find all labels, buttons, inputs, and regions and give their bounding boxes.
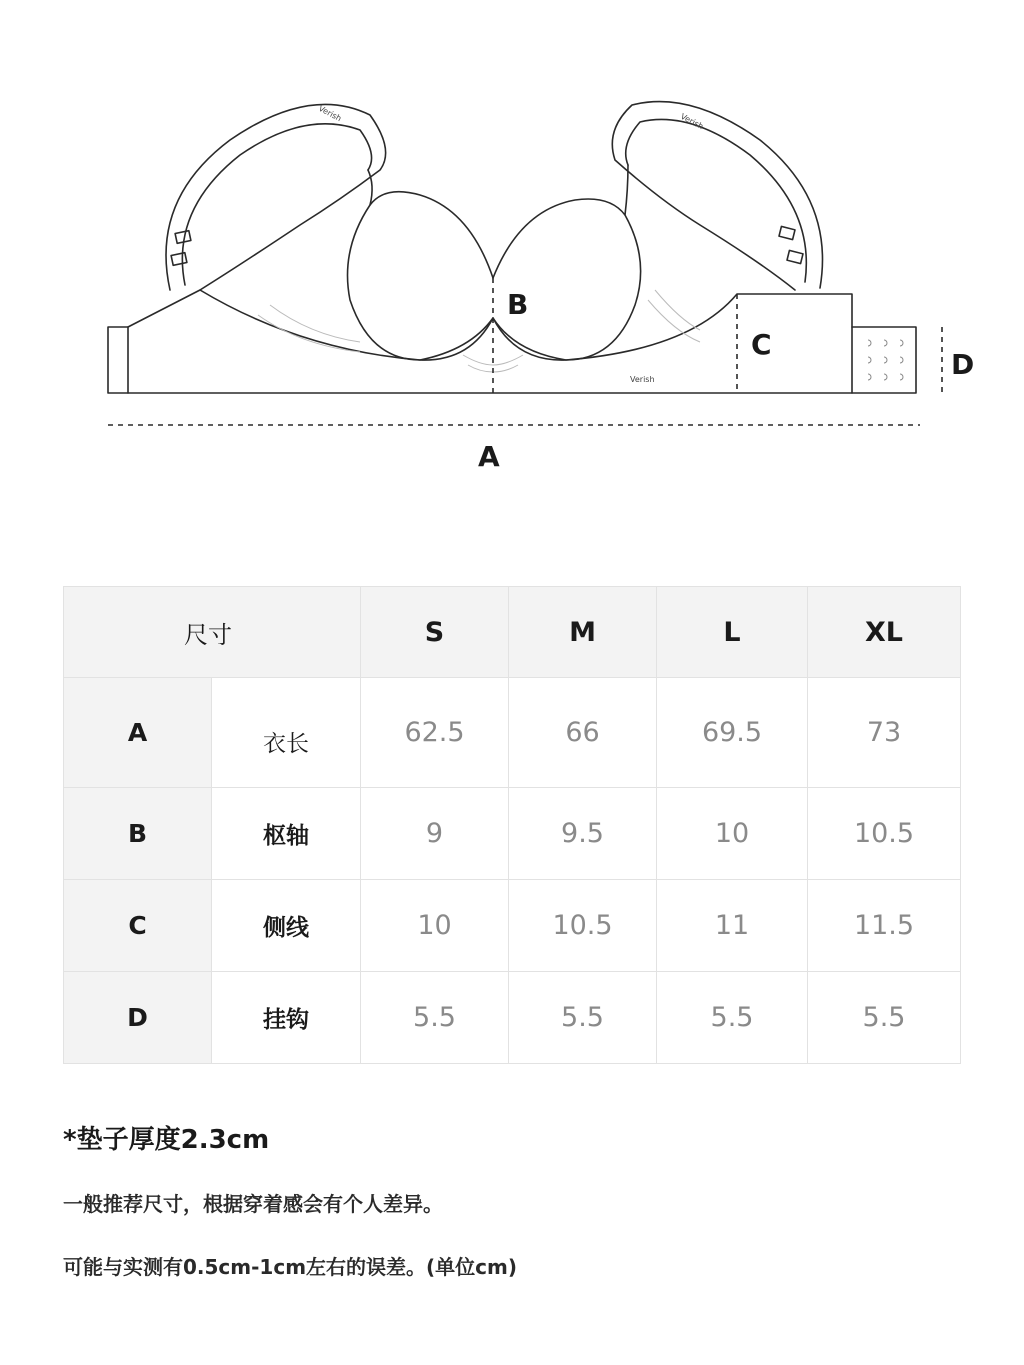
- cell-value: 9.5: [509, 788, 657, 880]
- cell-value: 10: [657, 788, 808, 880]
- row-letter: A: [64, 678, 212, 788]
- cell-value: 5.5: [657, 972, 808, 1064]
- tolerance-note: 可能与实测有0.5cm-1cm左右的误差。(单位cm): [63, 1255, 518, 1279]
- recommendation-note: 一般推荐尺寸，根据穿着感会有个人差异。: [63, 1192, 443, 1216]
- cell-value: 5.5: [361, 972, 509, 1064]
- table-header-row: [64, 587, 961, 678]
- size-table: [63, 586, 961, 1064]
- header-size-s: S: [361, 587, 509, 678]
- label-d: D: [951, 348, 975, 381]
- brand-mark: Verish: [630, 375, 655, 384]
- header-size-m: M: [509, 587, 657, 678]
- row-letter: B: [64, 788, 212, 880]
- header-size-l: L: [657, 587, 808, 678]
- cell-value: 73: [808, 678, 961, 788]
- cell-value: 62.5: [361, 678, 509, 788]
- hook-eyes-icon: [868, 340, 903, 380]
- header-size-xl: XL: [808, 587, 961, 678]
- table-row: [64, 678, 961, 788]
- row-name: 枢轴: [212, 788, 361, 880]
- bra-measurement-diagram: [0, 0, 1024, 500]
- table-row: [64, 972, 961, 1064]
- cell-value: 11: [657, 880, 808, 972]
- cell-value: 69.5: [657, 678, 808, 788]
- label-a: A: [478, 440, 500, 473]
- row-letter: D: [64, 972, 212, 1064]
- brand-mark-left-strap: Verish: [317, 103, 343, 124]
- cell-value: 10.5: [808, 788, 961, 880]
- cell-value: 9: [361, 788, 509, 880]
- row-name: 挂钩: [212, 972, 361, 1064]
- label-c: C: [751, 328, 772, 361]
- cell-value: 10.5: [509, 880, 657, 972]
- cell-value: 5.5: [808, 972, 961, 1064]
- table-row: [64, 788, 961, 880]
- size-notes: [63, 1118, 963, 1283]
- cell-value: 11.5: [808, 880, 961, 972]
- cell-value: 10: [361, 880, 509, 972]
- row-name: 侧线: [212, 880, 361, 972]
- row-letter: C: [64, 880, 212, 972]
- brand-mark-right-strap: Verish: [679, 111, 705, 132]
- bra-outline-icon: [0, 0, 1024, 500]
- row-name: 衣长: [212, 678, 361, 788]
- cell-value: 66: [509, 678, 657, 788]
- pad-thickness-note: *垫子厚度2.3cm: [63, 1125, 270, 1155]
- table-row: [64, 880, 961, 972]
- header-dimension: 尺寸: [64, 587, 361, 678]
- label-b: B: [507, 288, 529, 321]
- cell-value: 5.5: [509, 972, 657, 1064]
